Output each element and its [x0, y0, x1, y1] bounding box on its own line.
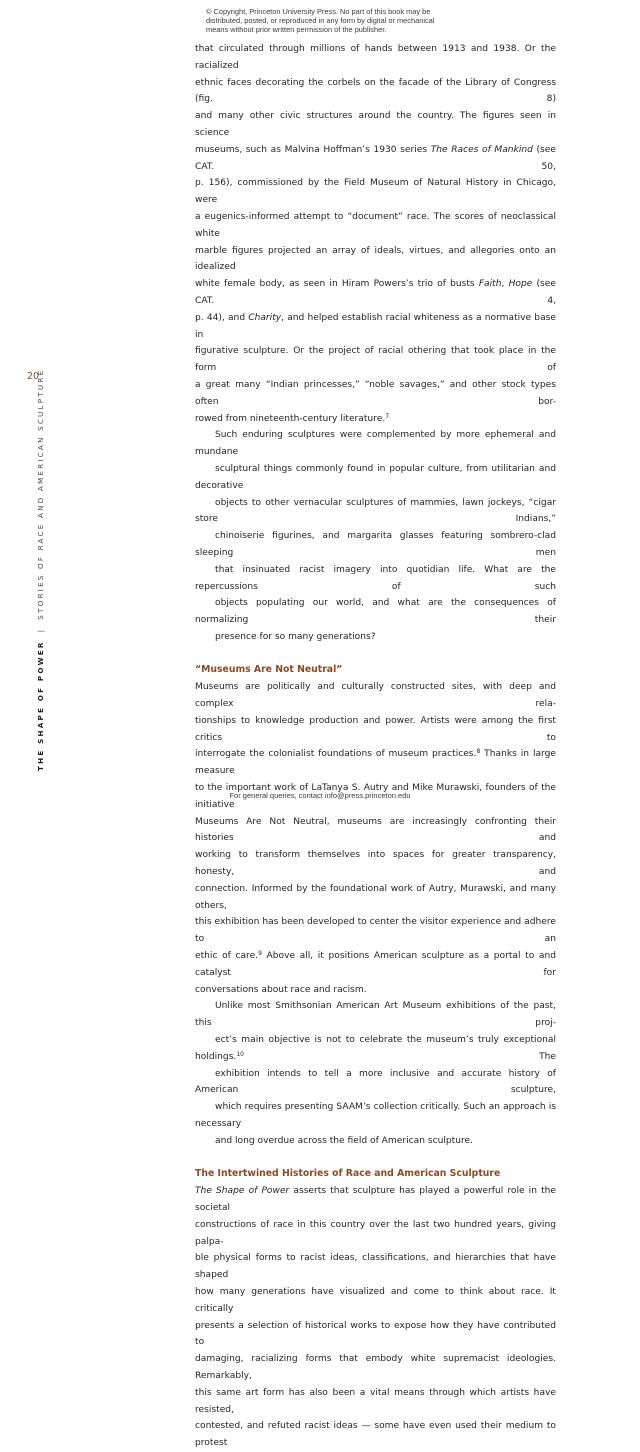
text-line: p. 44), and Charity, and helped establish racial whiteness as a normative base in [195, 312, 556, 340]
text-line: sculptural things commonly found in popular culture, from utilitarian and decorative [195, 463, 556, 491]
text-line: this same art form has also been a vital means through which artists have resisted, [195, 1387, 556, 1415]
text-line: tionships to knowledge production and power. Artists were among the first critics to [195, 715, 556, 743]
paragraph [195, 1183, 556, 1452]
text-line: presence for so many generations? [215, 631, 376, 642]
text-line: damaging, racializing forms that embody white supremacist ideologies. Remarkably, [195, 1354, 556, 1381]
text-line: Museums Are Not Neutral, museums are increasingly confronting their histories and [195, 816, 556, 844]
text-line: ethic of care.$^9$ Above all, it positions American sculpture as a portal to and catalyst for [195, 950, 556, 978]
footnote-marker: 7 [385, 412, 390, 420]
text-line: The Shape of Power asserts that sculpture has played a powerful role in the societal [195, 1186, 556, 1213]
artwork-title: Charity [248, 312, 282, 323]
text-line: objects to other vernacular sculptures of mammies, lawn jockeys, “cigar store Indians,” [195, 497, 556, 525]
running-head-separator: | [36, 627, 45, 633]
text-line: conversations about race and racism. [195, 984, 367, 995]
text-line: ethnic faces decorating the corbels on the facade of the Library of Congress (fig. 8) [195, 77, 556, 105]
text-line: objects populating our world, and what are the consequences of normalizing their [195, 598, 556, 626]
text-line: a eugenics-informed attempt to “document” race. The scores of neoclassical white [195, 211, 556, 239]
footnote-marker: 8 [476, 748, 481, 756]
text-line: white female body, as seen in Hiram Powers’s trio of busts Faith, Hope (see CAT. 4, [195, 279, 556, 306]
text-line: how many generations have visualized and come to think about race. It critically [195, 1286, 556, 1314]
text-line: p. 156), commissioned by the Field Museum of Natural History in Chicago, were [195, 178, 556, 206]
page-number: 20 [27, 371, 40, 382]
text-line: and many other civic structures around the country. The figures seen in science [195, 111, 556, 138]
text-line: marble figures projected an array of ideals, virtues, and allegories onto an idealized [195, 245, 556, 273]
text-line: museums, such as Malvina Hoffman’s 1930 series The Races of Mankind (see CAT. 50, [195, 144, 556, 172]
paragraph [195, 679, 556, 998]
text-line: Museums are politically and culturally constructed sites, with deep and complex rela- [195, 682, 556, 710]
text-line: rowed from nineteenth-century literature.$^7$ [195, 412, 390, 424]
text-line: contested, and refuted racist ideas — some have even used their medium to protest [195, 1421, 556, 1449]
artwork-title: Hope [508, 279, 533, 290]
footnote-marker: 9 [258, 950, 262, 958]
paragraph [195, 998, 556, 1149]
running-head [36, 369, 45, 771]
copyright-line: © Copyright, Princeton University Press. No part of this book may be [206, 7, 431, 16]
section-heading: “Museums Are Not Neutral” [195, 664, 343, 676]
text-line: working to transform themselves into spaces for greater transparency, honesty, and [195, 850, 556, 878]
artwork-title: Faith [478, 279, 502, 290]
text-line: ect’s main objective is not to celebrate the museum’s truly exceptional holdings.$^{10}$ The [195, 1035, 556, 1062]
text-line: Such enduring sculptures were complemented by more ephemeral and mundane [195, 430, 556, 458]
text-line: presents a selection of historical works to expose how they have contributed to [195, 1320, 556, 1348]
paragraph [195, 41, 556, 427]
section-heading: The Intertwined Histories of Race and American Sculpture [195, 1168, 501, 1180]
text-line: interrogate the colonialist foundations of museum practices.$^8$ Thanks in large measure [195, 748, 556, 777]
copyright-notice [206, 7, 446, 34]
text-line: exhibition intends to tell a more inclusive and accurate history of American sculpture, [195, 1068, 556, 1096]
footer-contact: For general queries, contact info@press.princeton.edu [229, 791, 411, 800]
chapter-title: STORIES OF RACE AND AMERICAN SCULPTURE [36, 368, 45, 620]
body-text [195, 41, 556, 1452]
text-line: constructions of race in this country over the last two hundred years, giving palpa- [195, 1219, 556, 1247]
exhibition-title: The Shape of Power [195, 1186, 290, 1197]
text-line: figurative sculpture. Or the project of racial othering that took place in the form of [195, 346, 556, 374]
text-line: connection. Informed by the foundational work of Autry, Murawski, and many others, [195, 883, 556, 911]
text-line: a great many “Indian princesses,” “noble savages,” and other stock types often bor- [195, 379, 556, 407]
text-line: that insinuated racist imagery into quotidian life. What are the repercussions of such [195, 564, 556, 592]
text-line: which requires presenting SAAM’s collection critically. Such an approach is necessary [195, 1102, 556, 1129]
book-title: THE SHAPE OF POWER [36, 640, 45, 771]
paragraph [195, 427, 556, 645]
text-line: to the important work of LaTanya S. Autry and Mike Murawski, founders of the initiative [195, 783, 556, 810]
text-line: Unlike most Smithsonian American Art Museum exhibitions of the past, this proj- [195, 1001, 556, 1029]
text-line: chinoiserie figurines, and margarita glasses featuring sombrero-clad sleeping men [195, 531, 556, 558]
copyright-line: distributed, posted, or reproduced in any form by digital or mechanical [206, 16, 435, 25]
text-line: and long overdue across the field of American sculpture. [215, 1135, 473, 1146]
text-line: that circulated through millions of hands between 1913 and 1938. Or the racialized [195, 44, 556, 71]
copyright-line: means without prior written permission of the publisher. [206, 25, 387, 34]
artwork-title: The Races of Mankind [430, 144, 533, 155]
footnote-marker: 10 [236, 1050, 244, 1058]
text-line: ble physical forms to racist ideas, classifications, and hierarchies that have shaped [195, 1253, 556, 1281]
text-line: this exhibition has been developed to center the visitor experience and adhere to an [195, 917, 556, 945]
